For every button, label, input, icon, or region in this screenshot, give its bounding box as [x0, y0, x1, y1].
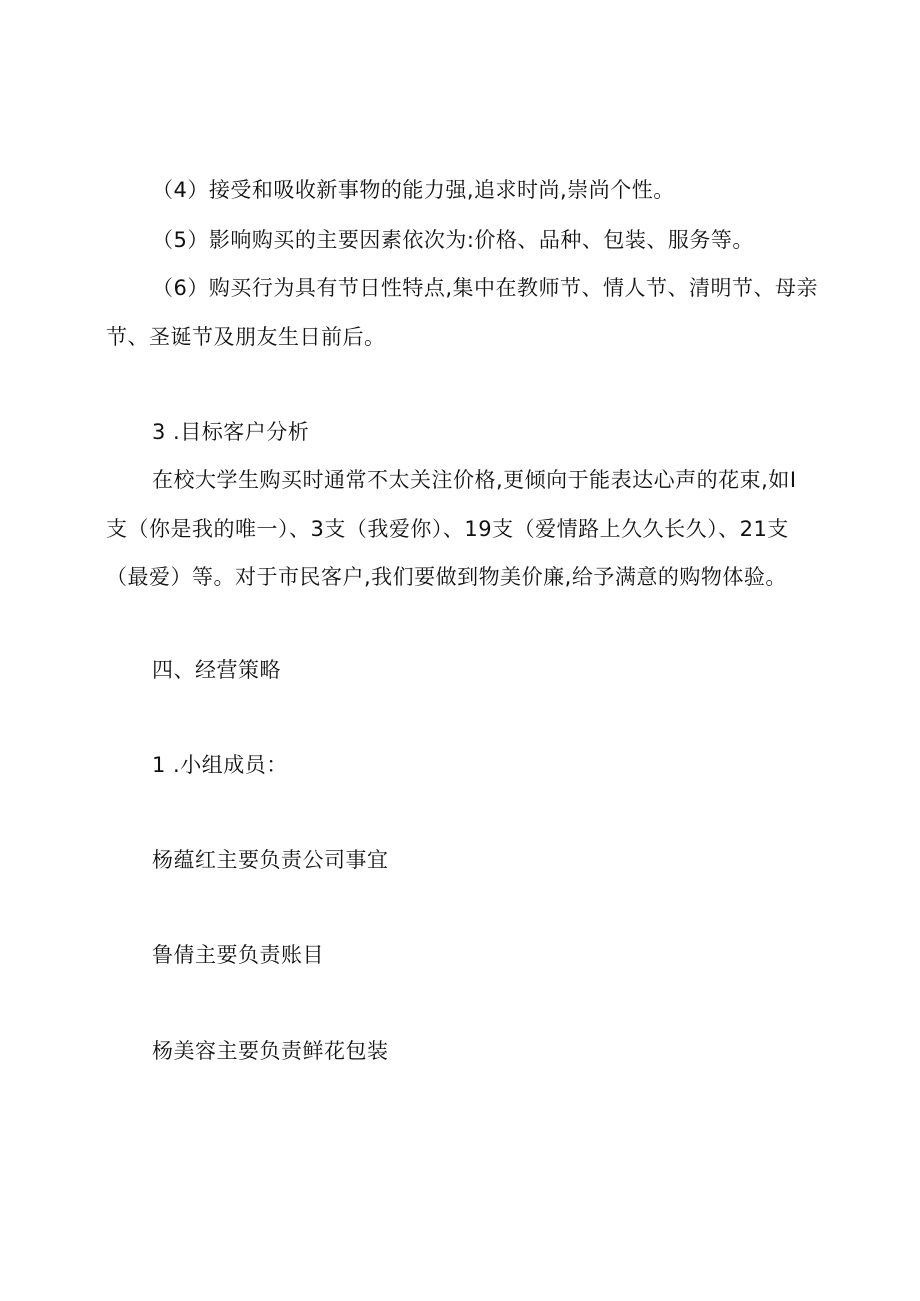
team-members-heading: 1 .小组成员：: [152, 753, 288, 777]
item-5-text: （5）影响购买的主要因素依次为:价格、品种、包装、服务等。: [152, 228, 754, 252]
member-1-text: 杨蕴红主要负责公司事宜: [152, 848, 389, 872]
member-2-text: 鲁倩主要负责账目: [152, 943, 324, 967]
member-3-text: 杨美容主要负责鲜花包装: [152, 1039, 389, 1063]
section-four-heading: 四、经营策略: [152, 658, 281, 682]
target-analysis-line-2: 支（你是我的唯一）、3支（我爱你）、19支（爱情路上久久长久）、21支: [106, 517, 789, 541]
target-analysis-line-3: （最爱）等。对于市民客户,我们要做到物美价廉,给予满意的购物体验。: [106, 565, 787, 589]
section-3-heading: 3 .目标客户分析: [152, 420, 310, 444]
item-6-text-line-1: （6）购买行为具有节日性特点,集中在教师节、情人节、清明节、母亲: [152, 276, 819, 300]
item-6-text-line-2: 节、圣诞节及朋友生日前后。: [106, 325, 386, 349]
item-4-text: （4）接受和吸收新事物的能力强,追求时尚,崇尚个性。: [152, 178, 675, 202]
target-analysis-line-1: 在校大学生购买时通常不太关注价格,更倾向于能表达心声的花束,如I: [152, 468, 797, 492]
